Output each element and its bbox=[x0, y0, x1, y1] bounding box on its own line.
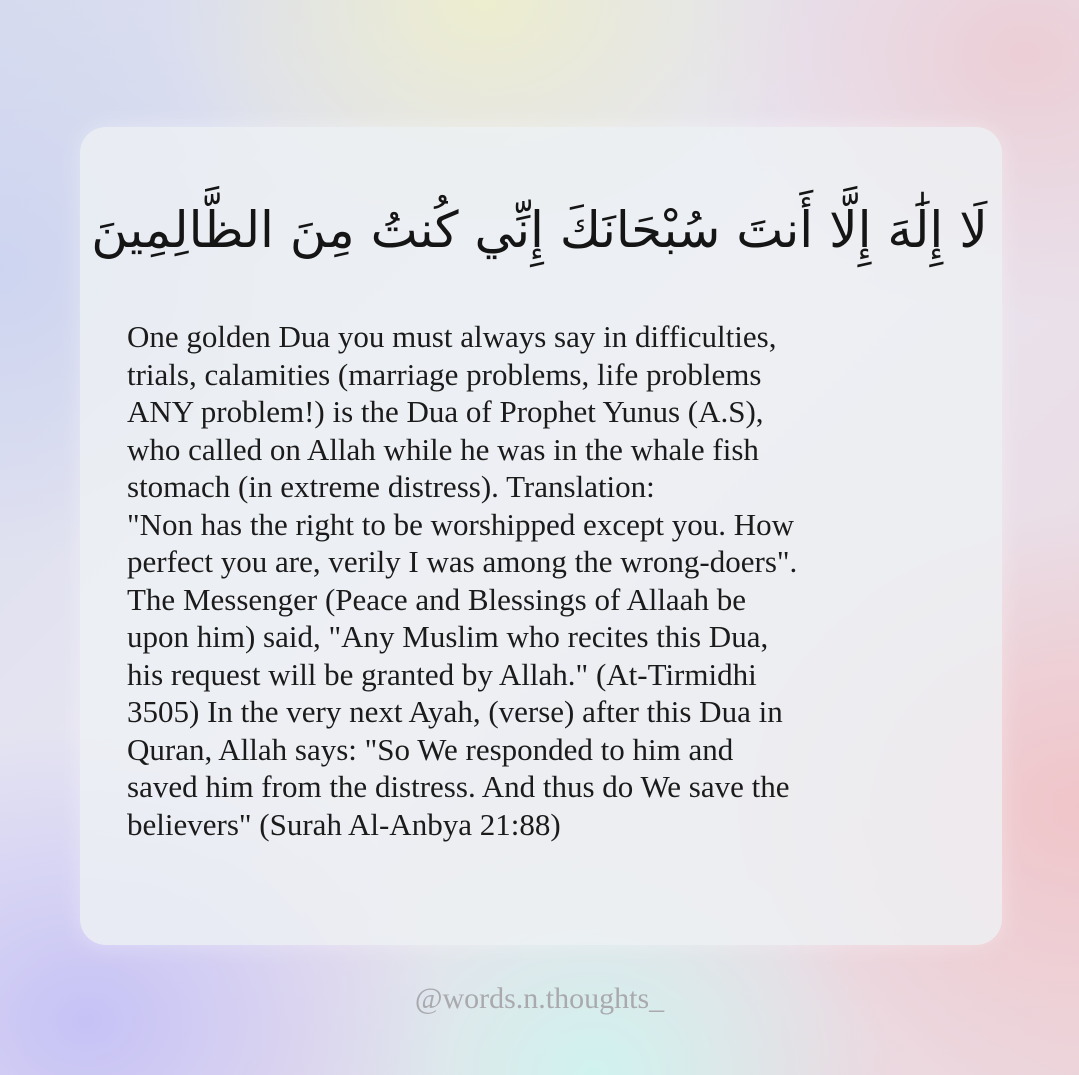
author-handle: @words.n.thoughts_ bbox=[414, 982, 665, 1015]
arabic-verse: لَا إِلَٰهَ إِلَّا أَنتَ سُبْحَانَكَ إِنِّي كُنتُ مِنَ الظَّالِمِينَ bbox=[91, 201, 988, 259]
body-text: One golden Dua you must always say in difficulties, trials, calamities (marriage problems, life problems ANY problem!) is the Dua of Prophet Yunus (A.S), who called on Allah while he was in the whale fish stomach (in extreme distress). Translation: "Non has the right to be worshipped except you. How perfect you are, verily I was among the wrong-doers". The Messenger (Peace and Blessings of Allaah be upon him) said, "Any Muslim who recites this Dua, his request will be granted by Allah." (At-Tirmidhi 3505) In the very next Ayah, (verse) after this Dua in Quran, Allah says: "So We responded to him and saved him from the distress. And thus do We save the believers" (Surah Al-Anbya 21:88) bbox=[127, 319, 798, 842]
